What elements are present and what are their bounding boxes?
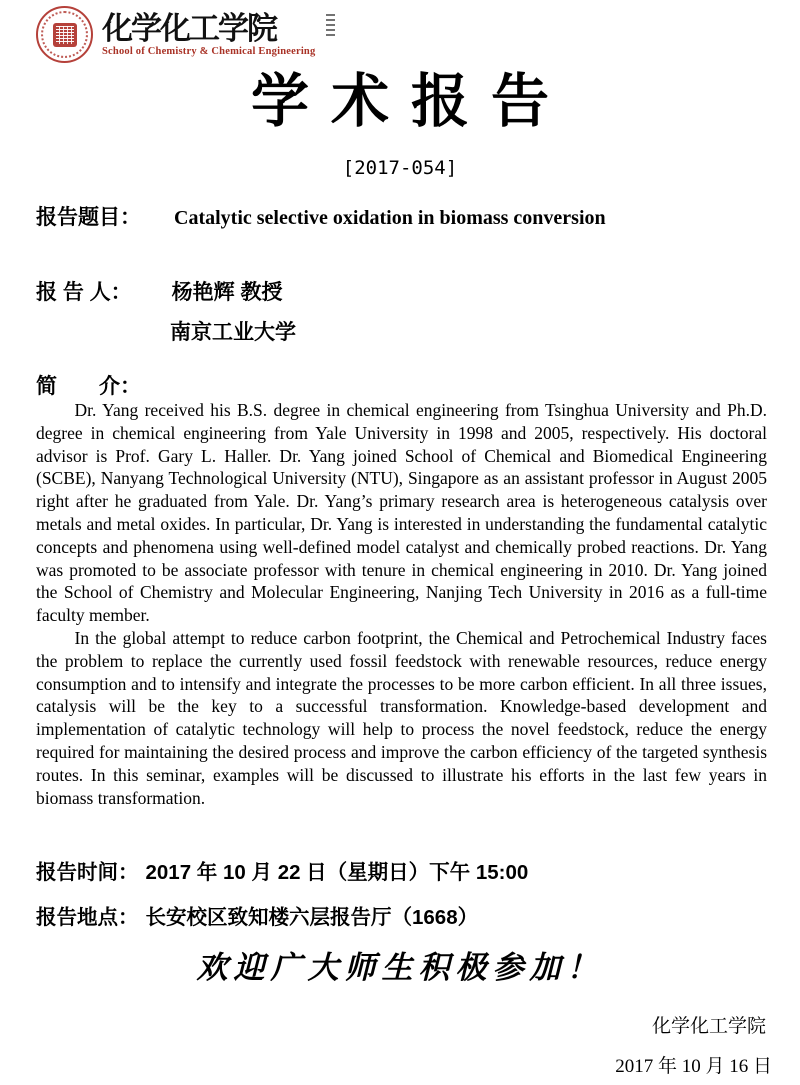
topic-label: 报告题目： xyxy=(36,206,141,229)
school-logo-text xyxy=(102,12,315,56)
speaker-affiliation: 南京工业大学 xyxy=(170,321,296,344)
topic-value: Catalytic selective oxidation in biomass conversion xyxy=(174,207,606,229)
time-row xyxy=(36,855,528,885)
introduction-paragraph-1: Dr. Yang received his B.S. degree in chemical engineering from Tsinghua University and Ph.D. degree in chemical engineering from Yale University in 1998 and 2005, respectively. His doctoral advisor is Prof. Gary L. Haller. Dr. Yang joined School of Chemical and Biomedical Engineering (SCBE), Nanyang Technological University (NTU), Singapore as an assistant professor in August 2005 right after he graduated from Yale. Dr. Yang’s primary research area is heterogeneous catalysis over metals and metal oxides. In particular, Dr. Yang is interested in understanding the fundamental catalytic concepts and phenomena using well-defined model catalyst and chemically probed reactions. Dr. Yang was promoted to be associate professor with tenure in chemical engineering in 2010. Dr. Yang joined the School of Chemistry and Molecular Engineering, Nanjing Tech University in 2016 as a full-time faculty member. xyxy=(36,400,767,626)
calligrapher-signature-mark xyxy=(326,14,335,36)
time-label: 报告时间： xyxy=(36,861,139,884)
introduction-row xyxy=(36,370,141,400)
speaker-row xyxy=(36,276,283,306)
speaker-name: 杨艳辉 教授 xyxy=(171,281,283,304)
venue-label: 报告地点： xyxy=(36,906,139,929)
footer-date: 2017 年 10 月 16 日 xyxy=(615,1056,772,1077)
introduction-body xyxy=(36,399,767,809)
time-value: 2017 年 10 月 22 日（星期日）下午 15:00 xyxy=(145,861,529,884)
school-logo xyxy=(36,6,335,63)
introduction-paragraph-2: In the global attempt to reduce carbon footprint, the Chemical and Petrochemical Industry faces the problem to replace the currently used fossil feedstock with renewable resources, reduce energy consumption and to intensify and integrate the processes to be more carbon efficient. In all three issues, catalysis will be the key to a successful transformation. Knowledge-based development and implementation of catalytic technology will help to process the novel feedstock, reduce the energy required for maintaining the desired process and improve the carbon efficiency of the targeted synthesis routes. In this seminar, examples will be discussed to illustrate his efforts in the last few years in biomass transformation. xyxy=(36,627,767,808)
school-name-english: School of Chemistry & Chemical Engineering xyxy=(102,45,316,57)
school-name-chinese: 化学化工学院 xyxy=(102,11,276,48)
welcome-message: 欢迎广大师生积极参加！ xyxy=(196,950,604,986)
school-seal-icon xyxy=(36,6,93,63)
venue-value: 长安校区致知楼六层报告厅（1668） xyxy=(145,906,479,929)
introduction-label: 简 介： xyxy=(36,375,141,398)
report-number: [2017-054] xyxy=(342,157,458,179)
footer-organization: 化学化工学院 xyxy=(651,1016,766,1037)
speaker-label: 报 告 人： xyxy=(36,281,132,304)
topic-row xyxy=(36,201,606,231)
page-title: 学术报告 xyxy=(250,67,571,135)
seal-center-stamp-icon xyxy=(53,23,77,47)
venue-row xyxy=(36,900,478,930)
